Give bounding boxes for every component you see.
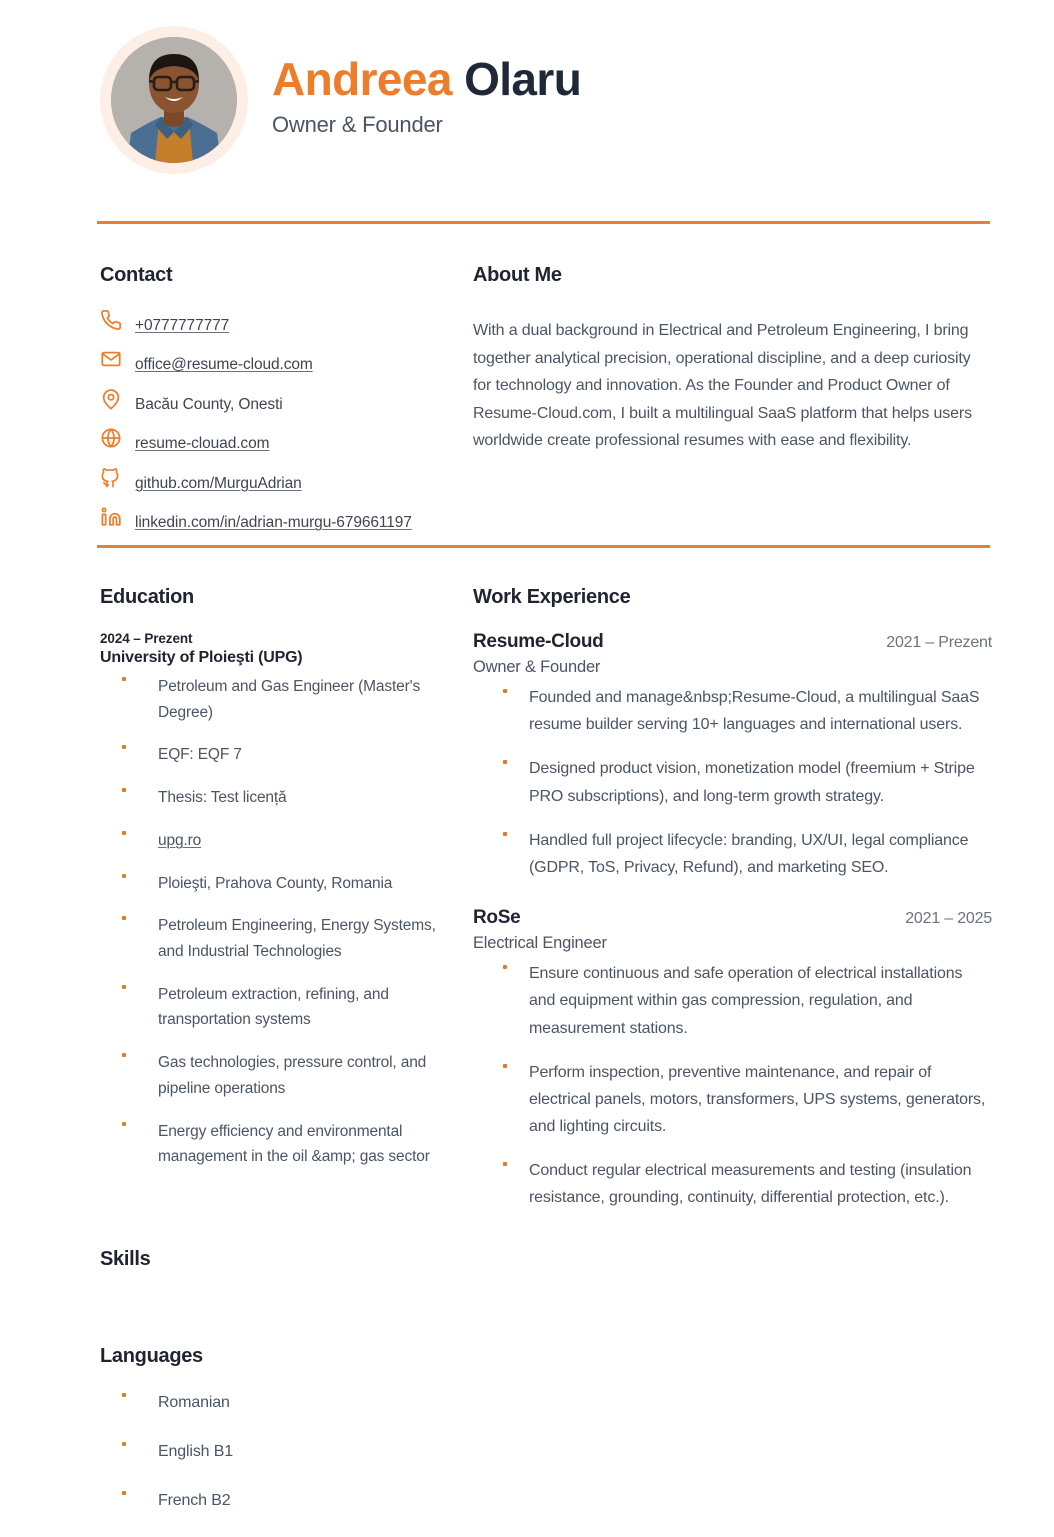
education-dates: 2024 – Prezent — [100, 631, 193, 646]
email-icon — [100, 348, 122, 370]
avatar — [111, 37, 237, 163]
list-item — [100, 913, 437, 964]
contact-value[interactable]: resume-clouad.com — [135, 435, 270, 453]
contact-item[interactable] — [100, 467, 437, 493]
languages-list — [100, 1390, 437, 1514]
list-item: French B2 — [100, 1488, 437, 1514]
list-item: Handled full project lifecycle: branding, UX/UI, legal compliance (GDPR, ToS, Privacy, Refund), and marketing SEO. — [473, 827, 992, 881]
contact-heading: Contact — [100, 264, 173, 286]
divider-middle — [97, 545, 990, 548]
work-role: Electrical Engineer — [473, 934, 607, 953]
work-heading: Work Experience — [473, 586, 631, 608]
about-text: With a dual background in Electrical and Petroleum Engineering, I bring together analytical precision, operational discipline, and a deep curiosity for technology and innovation. As the Founder and Product Owner of Resume-Cloud.com, I built a multilingual SaaS platform that helps users worldwide create professional resumes with ease and flexibility. — [473, 322, 972, 450]
languages-spacer-top — [100, 1293, 437, 1345]
band-contact-about — [0, 264, 1054, 545]
work-organization: Resume-Cloud — [473, 631, 604, 652]
divider-top — [97, 221, 990, 224]
work-bullets — [473, 684, 992, 881]
list-item: Ensure continuous and safe operation of electrical installations and equipment within gas compression, regulation, and measurement stations. — [473, 960, 992, 1042]
resume-header — [0, 0, 1054, 155]
list-item-label: upg.ro — [158, 831, 202, 849]
name-block — [272, 54, 581, 147]
work-organization: RoSe — [473, 907, 521, 929]
about-column — [437, 264, 1054, 545]
job-title: Owner & Founder — [272, 112, 443, 138]
list-item: Conduct regular electrical measurements and testing (insulation resistance, grounding, continuity, differential protection, etc.). — [473, 1157, 992, 1211]
contact-value[interactable]: +0777777777 — [135, 317, 230, 334]
linkedin-icon — [100, 506, 122, 528]
contact-item[interactable] — [100, 506, 437, 532]
education-heading: Education — [100, 586, 194, 608]
band-education-work — [0, 586, 1054, 1537]
work-bullets — [473, 960, 992, 1212]
page-title — [272, 54, 581, 106]
list-item-label: Petroleum and Gas Engineer (Master's Degree) — [158, 678, 421, 721]
languages-heading: Languages — [100, 1345, 203, 1368]
last-name: Olaru — [464, 52, 582, 105]
list-item[interactable] — [100, 828, 437, 854]
skills-heading: Skills — [100, 1248, 151, 1271]
about-heading: About Me — [473, 264, 562, 286]
list-item-label: Petroleum extraction, refining, and transportation systems — [158, 985, 389, 1029]
list-item: Founded and manage&nbsp;Resume-Cloud, a multilingual SaaS resume builder serving 10+ languages and international users. — [473, 684, 992, 738]
list-item: Romanian — [100, 1390, 437, 1416]
list-item: English B1 — [100, 1439, 437, 1465]
work-role: Owner & Founder — [473, 658, 601, 676]
contact-item[interactable] — [100, 348, 437, 374]
contact-value[interactable]: github.com/MurguAdrian — [135, 474, 302, 492]
education-column — [0, 586, 437, 1537]
location-icon — [100, 388, 122, 410]
list-item-label: Thesis: Test licență — [158, 789, 287, 807]
work-dates: 2021 – Prezent — [886, 634, 992, 651]
contact-list — [100, 309, 437, 532]
list-item-label: Gas technologies, pressure control, and pipeline operations — [158, 1054, 427, 1097]
list-item-label: EQF: EQF 7 — [158, 746, 242, 764]
contact-value[interactable]: linkedin.com/in/adrian-murgu-679661197 — [135, 513, 412, 531]
list-item — [100, 785, 437, 811]
list-item: Perform inspection, preventive maintenance, and repair of electrical panels, motors, transformers, UPS systems, generators, and lighting circuits. — [473, 1059, 992, 1141]
contact-value[interactable]: office@resume-cloud.com — [135, 356, 313, 374]
work-entry — [473, 907, 992, 1212]
list-item-label: Energy efficiency and environmental management in the oil &amp; gas sector — [158, 1122, 430, 1166]
contact-item — [100, 388, 437, 414]
contact-item[interactable] — [100, 309, 437, 335]
work-dates: 2021 – 2025 — [905, 910, 992, 928]
education-entry — [100, 631, 437, 1170]
work-entries — [473, 631, 992, 1212]
contact-item[interactable] — [100, 427, 437, 453]
github-icon — [100, 467, 122, 489]
contact-column — [0, 264, 437, 545]
list-item — [100, 674, 437, 725]
list-item-label: Ploieşti, Prahova County, Romania — [158, 874, 393, 892]
phone-icon — [100, 309, 122, 331]
globe-icon — [100, 427, 122, 449]
work-entry-header — [473, 631, 992, 653]
list-item: Designed product vision, monetization model (freemium + Stripe PRO subscriptions), and long-term growth strategy. — [473, 755, 992, 809]
about-text-clip — [473, 309, 992, 455]
list-item — [100, 742, 437, 768]
first-name: Andreea — [272, 52, 452, 105]
list-item — [100, 1050, 437, 1101]
list-item-label: Petroleum Engineering, Energy Systems, and Industrial Technologies — [158, 917, 436, 961]
education-bullets — [100, 674, 437, 1170]
education-entries — [100, 631, 437, 1170]
education-institution: University of Ploieşti (UPG) — [100, 649, 303, 666]
work-entry-header — [473, 907, 992, 929]
skills-spacer-top — [100, 1196, 437, 1248]
list-item — [100, 871, 437, 897]
work-column — [437, 586, 1054, 1537]
list-item — [100, 1119, 437, 1170]
list-item — [100, 982, 437, 1033]
avatar-ring — [100, 26, 248, 174]
work-entry — [473, 631, 992, 881]
contact-value: Bacău County, Onesti — [135, 395, 283, 413]
